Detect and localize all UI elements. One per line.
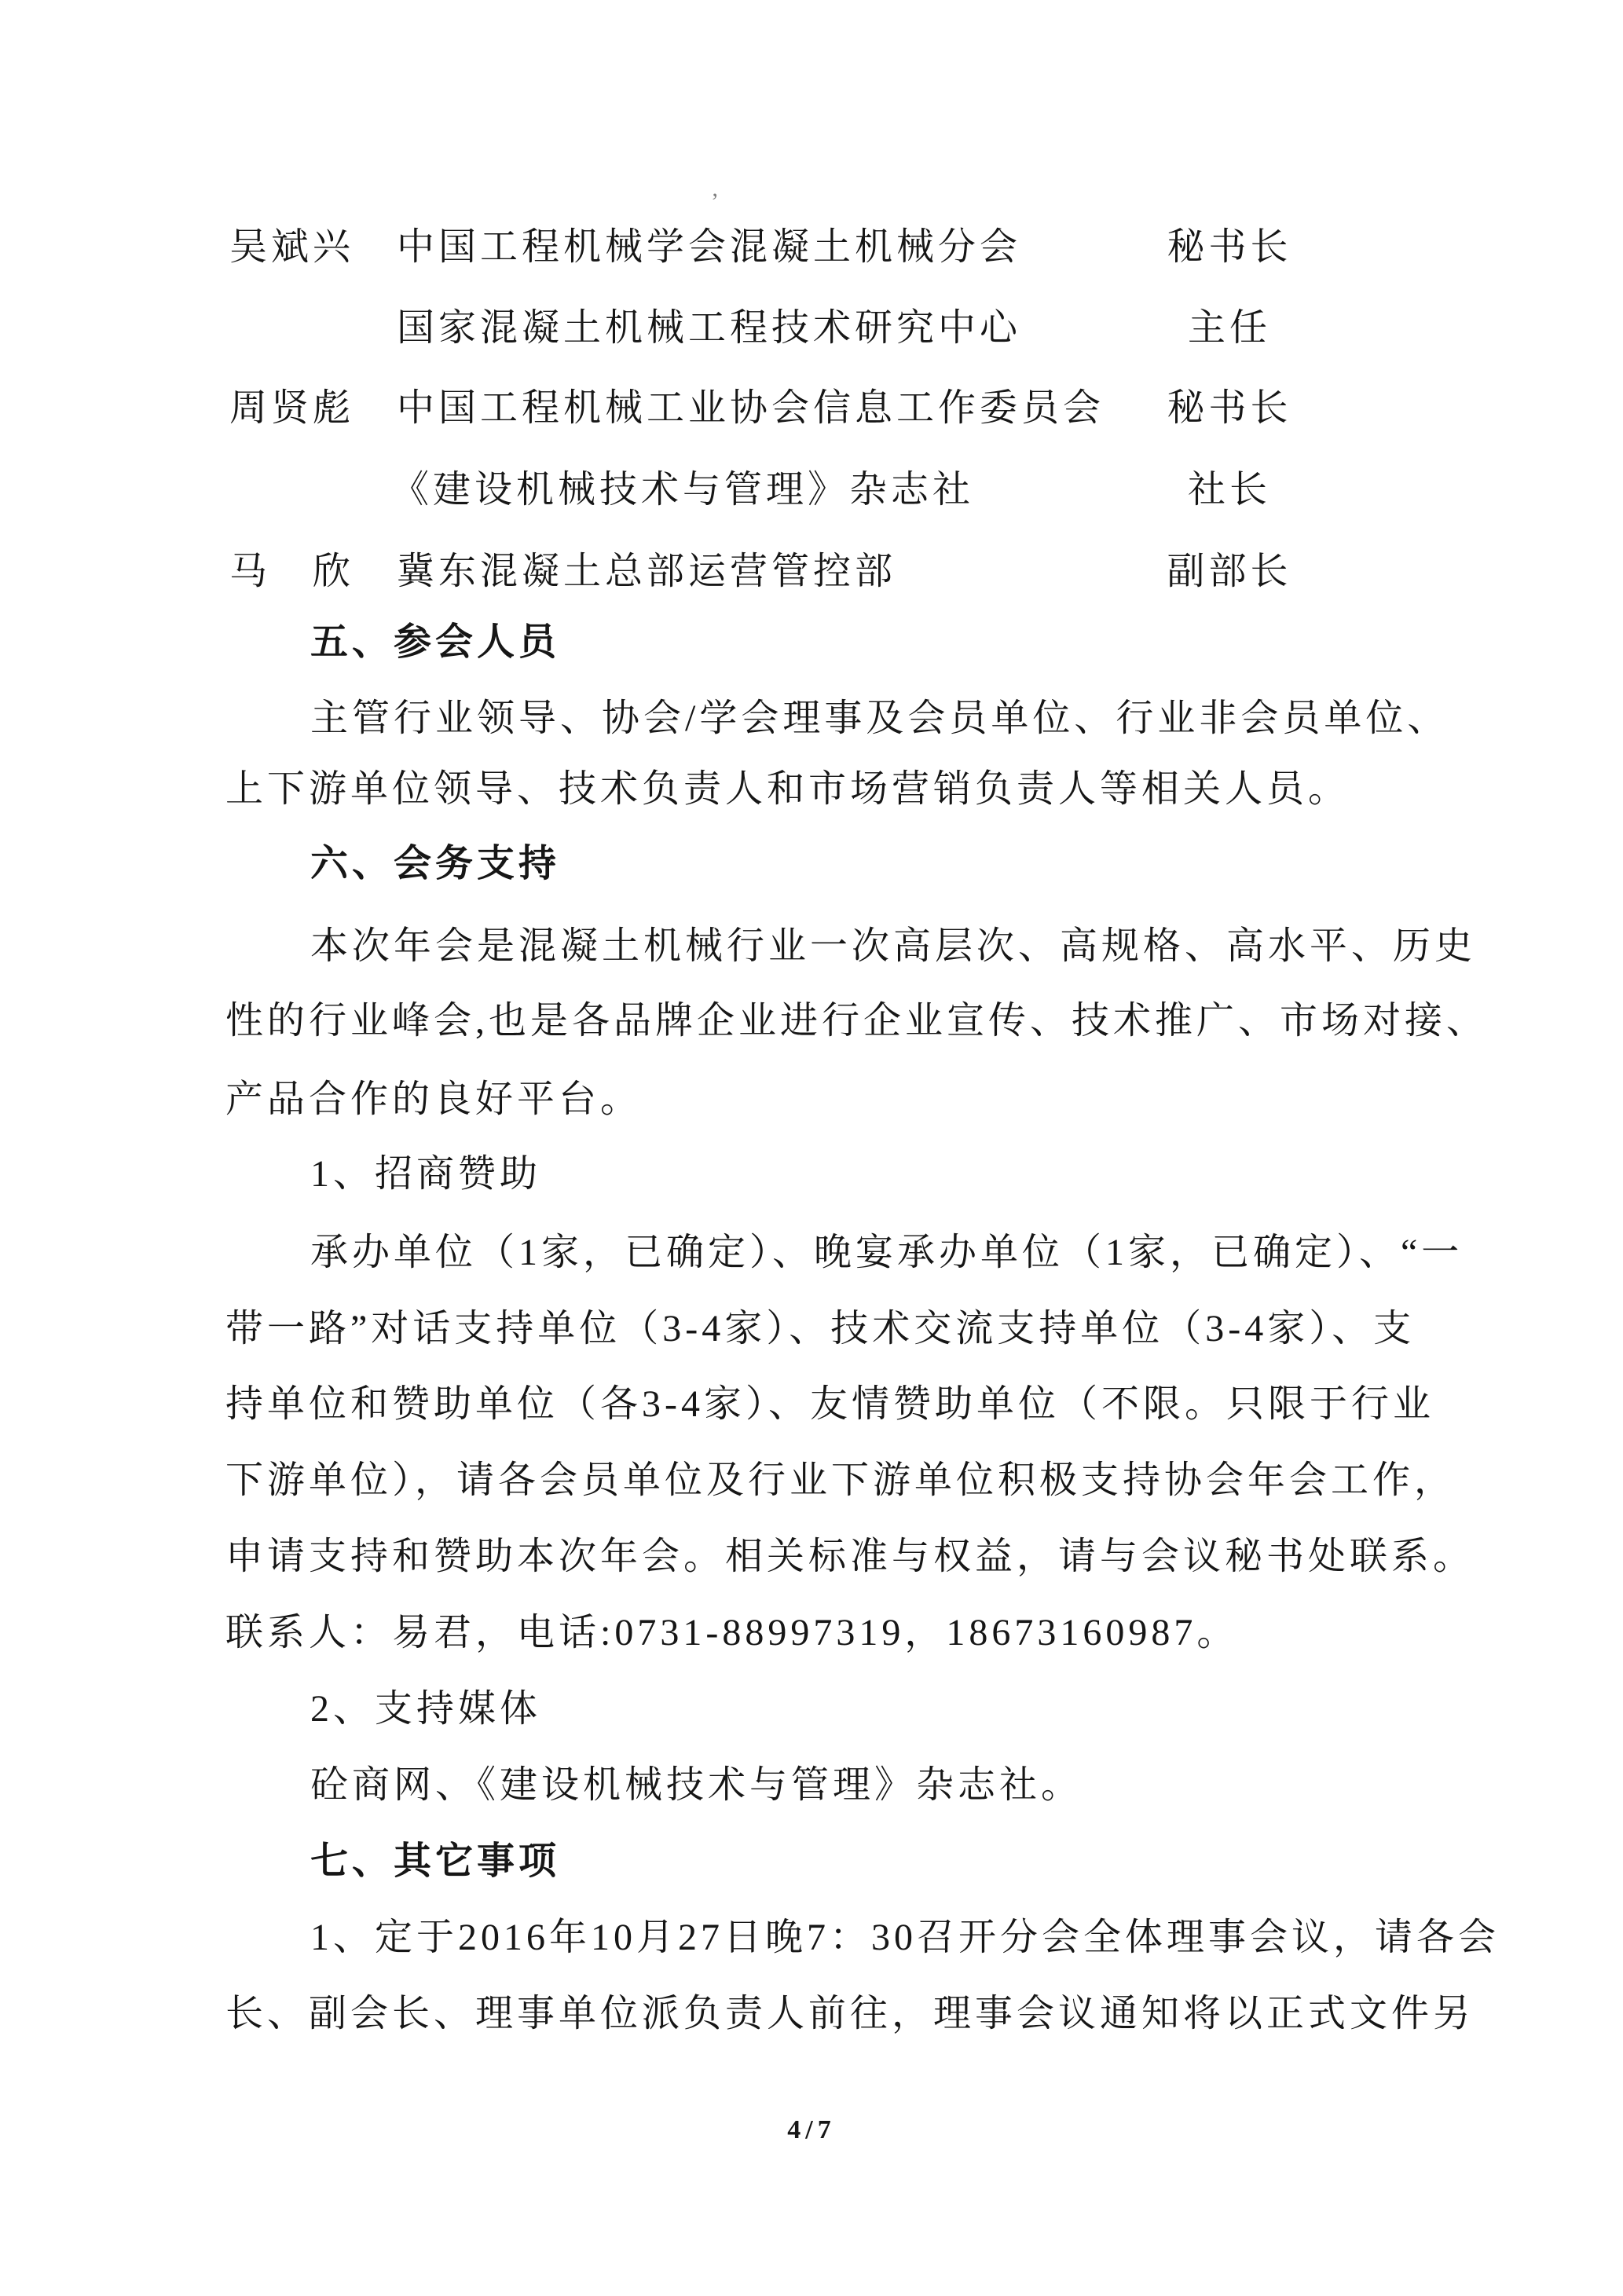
body-line: 申请支持和赞助本次年会。相关标准与权益，请与会议秘书处联系。	[225, 1536, 1475, 1577]
roster-organization: 中国工程机械学会混凝土机械分会	[397, 226, 1022, 268]
body-line: 上下游单位领导、技术负责人和市场营销负责人等相关人员。	[225, 768, 1350, 810]
roster-name: 马 欣	[229, 551, 355, 592]
body-line: 本次年会是混凝土机械行业一次高层次、高规格、高水平、历史	[310, 925, 1477, 967]
roster-organization: 国家混凝土机械工程技术研究中心	[397, 307, 1022, 349]
roster-organization: 中国工程机械工业协会信息工作委员会	[397, 387, 1105, 429]
body-line: 1、定于2016年10月27日晚7：30召开分会全体理事会议，请各会	[310, 1917, 1500, 1958]
roster-organization: 《建设机械技术与管理》杂志社	[391, 469, 975, 511]
body-line: 下游单位），请各会员单位及行业下游单位积极支持协会年会工作，	[225, 1459, 1456, 1501]
body-line: 承办单位（1家，已确定）、晚宴承办单位（1家，已确定）、“一	[310, 1232, 1464, 1273]
page-number: 4/7	[787, 2115, 836, 2144]
body-line: 主管行业领导、协会/学会理事及会员单位、行业非会员单位、	[310, 698, 1449, 739]
roster-name: 吴斌兴	[229, 226, 355, 268]
roster-title: 主任	[1187, 307, 1271, 349]
roster-organization: 冀东混凝土总部运营管控部	[397, 551, 897, 592]
roster-title: 社长	[1187, 469, 1271, 511]
roster-name: 周贤彪	[229, 387, 355, 429]
contact-line: 联系人：易君，电话:0731-88997319，18673160987。	[225, 1612, 1239, 1653]
scan-speck: ’	[711, 189, 719, 214]
roster-title: 副部长	[1167, 551, 1292, 592]
body-line: 持单位和赞助单位（各3-4家）、友情赞助单位（不限。只限于行业	[225, 1383, 1434, 1425]
section-heading-5: 五、参会人员	[310, 621, 561, 663]
subsection-heading-2: 2、支持媒体	[310, 1688, 542, 1730]
body-line: 长、副会长、理事单位派负责人前往，理事会议通知将以正式文件另	[225, 1993, 1475, 2034]
roster-title: 秘书长	[1167, 226, 1292, 268]
section-heading-7: 七、其它事项	[310, 1840, 561, 1882]
roster-title: 秘书长	[1167, 387, 1292, 429]
body-line: 带一路”对话支持单位（3-4家）、技术交流支持单位（3-4家）、支	[225, 1308, 1416, 1349]
body-line: 产品合作的良好平台。	[225, 1078, 643, 1120]
section-heading-6: 六、会务支持	[310, 843, 561, 884]
subsection-heading-1: 1、招商赞助	[310, 1153, 542, 1195]
body-line: 性的行业峰会,也是各品牌企业进行企业宣传、技术推广、市场对接、	[225, 1000, 1489, 1042]
body-line: 砼商网、《建设机械技术与管理》杂志社。	[310, 1764, 1083, 1806]
